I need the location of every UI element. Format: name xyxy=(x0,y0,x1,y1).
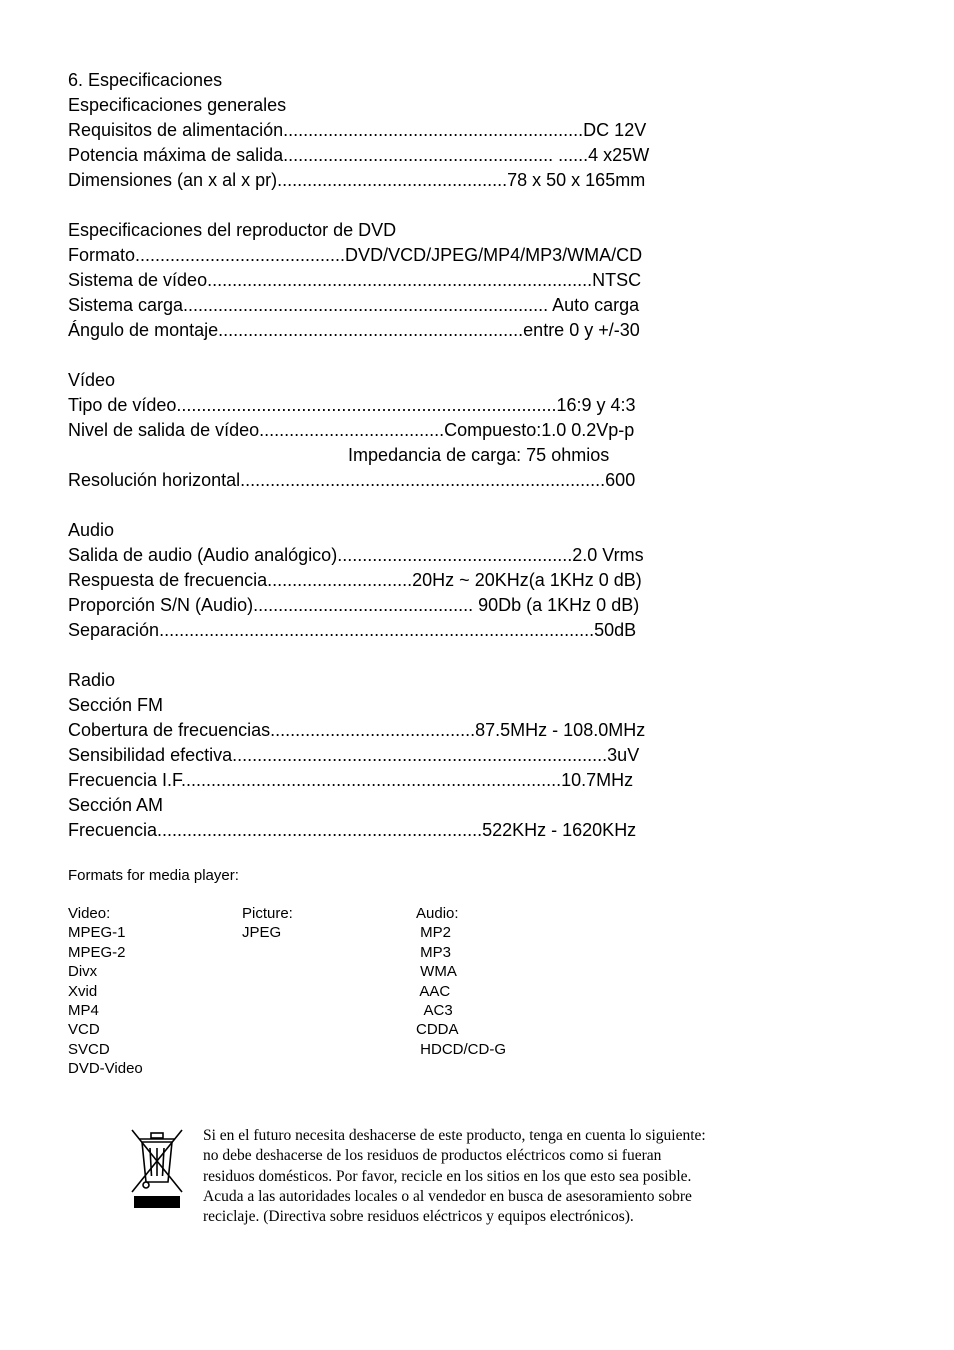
audio-format-item: AAC xyxy=(416,982,451,1000)
picture-formats-header: Picture: xyxy=(242,905,293,922)
spec-row: Sistema carga......................................................................... Auto carga xyxy=(68,295,640,315)
spec-row: Respuesta de frecuencia.............................20Hz ~ 20KHz(a 1KHz 0 dB) xyxy=(68,570,642,590)
spec-row: Sistema de vídeo.............................................................................NTSC xyxy=(68,270,642,290)
video-formats-column xyxy=(68,904,143,1079)
weee-notice-line: Si en el futuro necesita deshacerse de este producto, tenga en cuenta lo siguiente: xyxy=(203,1127,706,1144)
spec-row: Frecuencia.................................................................522KHz - 1620KHz xyxy=(68,820,637,840)
spec-row: Potencia máxima de salida...................................................... ......4 x25W xyxy=(68,145,650,165)
weee-notice-line: no debe deshacerse de los residuos de productos eléctricos como si fueran xyxy=(203,1147,662,1165)
spec-row-continuation: Impedancia de carga: 75 ohmios xyxy=(68,445,610,465)
spec-row: Separación.......................................................................................50dB xyxy=(68,620,637,640)
video-format-item: MPEG-2 xyxy=(68,943,126,961)
spec-row: Proporción S/N (Audio)............................................ 90Db (a 1KHz 0 dB) xyxy=(68,595,640,615)
audio-format-item: WMA xyxy=(416,963,457,981)
subsection-heading: Sección FM xyxy=(68,695,164,715)
video-format-item: Xvid xyxy=(68,982,98,1000)
subsection-heading: Especificaciones generales xyxy=(68,95,287,115)
section-title: 6. Especificaciones xyxy=(68,70,223,90)
subsection-heading: Sección AM xyxy=(68,795,164,815)
weee-notice-line: reciclaje. (Directiva sobre residuos eléctricos y equipos electrónicos). xyxy=(203,1208,634,1226)
video-format-item: Divx xyxy=(68,963,98,981)
audio-format-item: MP3 xyxy=(416,943,452,961)
video-format-item: MP4 xyxy=(68,1002,99,1020)
weee-notice-line: residuos domésticos. Por favor, recicle en los sitios en los que esto sea posible. xyxy=(203,1167,692,1185)
spec-row: Nivel de salida de vídeo.....................................Compuesto:1.0 0.2Vp-p xyxy=(68,420,635,440)
subsection-heading: Audio xyxy=(68,520,115,540)
video-format-item: SVCD xyxy=(68,1040,110,1058)
spec-row: Resolución horizontal.........................................................................600 xyxy=(68,470,636,490)
subsection-heading: Radio xyxy=(68,670,116,690)
audio-formats-column xyxy=(416,904,506,1059)
video-formats-header: Video: xyxy=(68,905,111,922)
audio-format-item: CDDA xyxy=(416,1021,459,1039)
video-format-item: VCD xyxy=(68,1021,100,1039)
media-formats-heading: Formats for media player: xyxy=(68,867,239,884)
weee-disposal-notice xyxy=(203,1126,803,1227)
spec-row: Cobertura de frecuencias.........................................87.5MHz - 108.0MHz xyxy=(68,720,646,740)
spec-row: Salida de audio (Audio analógico)...............................................2.0 Vrms xyxy=(68,545,644,565)
spec-row: Sensibilidad efectiva...........................................................................3uV xyxy=(68,745,640,765)
spec-row: Dimensiones (an x al x pr)..............................................78 x 50 x 165mm xyxy=(68,170,646,190)
video-format-item: MPEG-1 xyxy=(68,924,126,942)
subsection-heading: Vídeo xyxy=(68,370,116,390)
audio-format-item: MP2 xyxy=(416,924,452,942)
audio-format-item: HDCD/CD-G xyxy=(416,1040,506,1058)
spec-row: Ángulo de montaje.............................................................entre 0 y +/-30 xyxy=(68,320,640,340)
subsection-heading: Especificaciones del reproductor de DVD xyxy=(68,220,397,240)
audio-formats-header: Audio: xyxy=(416,905,459,922)
audio-format-item: AC3 xyxy=(416,1002,453,1020)
spec-row: Formato..........................................DVD/VCD/JPEG/MP4/MP3/WMA/CD xyxy=(68,245,643,265)
crossed-out-wheelie-bin-icon xyxy=(130,1128,184,1208)
spec-row: Tipo de vídeo............................................................................16:9 y 4:3 xyxy=(68,395,636,415)
weee-notice-line: Acuda a las autoridades locales o al vendedor en busca de asesoramiento sobre xyxy=(203,1187,692,1205)
picture-format-item: JPEG xyxy=(242,924,282,942)
spec-row: Requisitos de alimentación............................................................DC 12V xyxy=(68,120,647,140)
video-format-item: DVD-Video xyxy=(68,1060,143,1078)
picture-formats-column xyxy=(242,904,293,943)
spec-row: Frecuencia I.F............................................................................10.7MHz xyxy=(68,770,634,790)
